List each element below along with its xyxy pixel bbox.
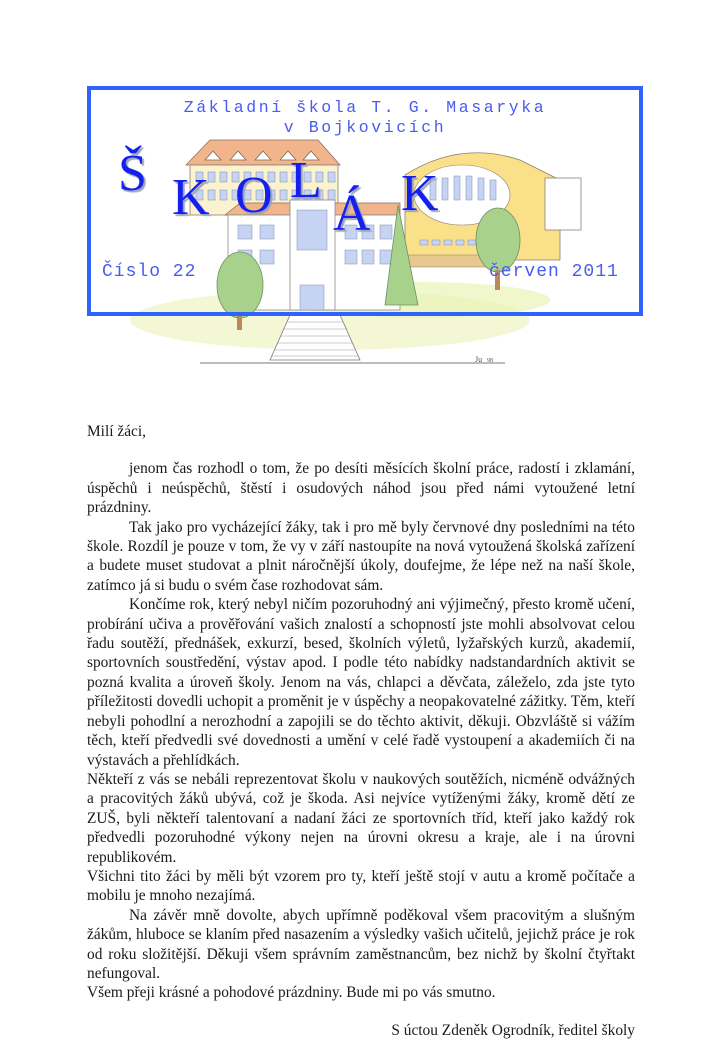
tree-left-trunk — [237, 316, 242, 330]
school-name: Základní škola T. G. Masaryka — [183, 98, 547, 117]
title-letter-k: K — [172, 169, 210, 226]
letter-signature: S úctou Zdeněk Ogrodník, ředitel školy — [391, 1021, 635, 1039]
masthead — [0, 0, 724, 380]
letter-body — [87, 422, 635, 1056]
artist-signature: Ju — [475, 355, 483, 364]
letter-paragraph-6: Na závěr mně dovolte, abych upřímně poděkoval všem pracovitým a slušným žákům, hluboce se klaním před nasazením a výsledky vašich učitelů, jejichž práce je rok od roku složitější. Děkuji všem správním zaměstnancům, bez nichž by školní čtyřtakt nefungoval. — [87, 906, 635, 982]
letter-paragraph-4: Někteří z vás se nebáli reprezentovat školu v naukových soutěžích, nicméně odvážných a pracovitých žáků ubývá, což je škoda. Asi nejvíce vytíženými žáky, kromě dětí ze ZUŠ, byli někteří talentovaní a nadaní žáci ze sportovních tříd, kteří jako každý rok předvedli pozoruhodné výkony nejen na úrovni okresu a kraje, ale i na úrovni republikovém. — [87, 770, 635, 866]
issue-number: Číslo 22 — [102, 262, 197, 282]
letter-paragraph-2: Tak jako pro vycházející žáky, tak i pro mě byly červnové dny posledními na této škole. Rozdíl je pouze v tom, že vy v září nastoupíte na nová vytoužená školská zařízení a budete muset studovat a plnit náročnější úkoly, doufejme, že lépe než na naší škole, zatímco já si budu o svém čase rozhodovat sám. — [87, 518, 635, 594]
letter-paragraph-7: Všem přeji krásné a pohodové prázdniny. Bude mi po vás smutno. — [87, 984, 496, 1002]
title-letter-l: L — [290, 152, 322, 209]
title-letter-o: O — [235, 167, 273, 224]
school-location: v Bojkovicích — [283, 118, 447, 137]
letter-greeting: Milí žáci, — [87, 423, 146, 440]
issue-date: červen 2011 — [489, 262, 619, 282]
artist-signature-year: 98 — [487, 358, 493, 364]
title-letter-k2: K — [401, 165, 439, 222]
title-letter-s: Š — [118, 145, 147, 202]
letter-paragraph-3: Končíme rok, který nebyl ničím pozoruhodný ani výjimečný, přesto kromě učení, probírání učiva a prověřování vašich znalostí a schopností jste mohli absolvovat celou řadu soutěží, přednášek, exkurzí, besed, školních výletů, lyžařských kurzů, akademií, sportovních soustředění, výstav apod. I podle této nabídky nadstandardních aktivit se pozná kvalita a úroveň školy. Jenom na vás, chlapci a děvčata, záleželo, zda jste tyto příležitosti dovedli uchopit a proměnit je v úspěchy a neopakovatelné zážitky. Těm, kteří nebyli pohodlní a nerozhodní a zapojili se do těchto aktivit, děkuji. Obzvláště si vážím těch, kteří předvedli své dovednosti a umění v celé řadě vystoupení a akademiích či na výstavách a přehlídkách. — [87, 596, 635, 769]
title-letter-a-acute: Á — [333, 185, 371, 242]
letter-paragraph-1: jenom čas rozhodl o tom, že po desíti měsících školní práce, radostí i zklamání, úspěchů i neúspěchů, štěstí i osudových náhod jsou před námi vytoužené letní prázdniny. — [87, 460, 635, 517]
letter-paragraph-5: Všichni tito žáci by měli být vzorem pro ty, kteří ještě stojí v autu a kromě počítače a mobilu je mnoho nezajímá. — [87, 867, 635, 905]
